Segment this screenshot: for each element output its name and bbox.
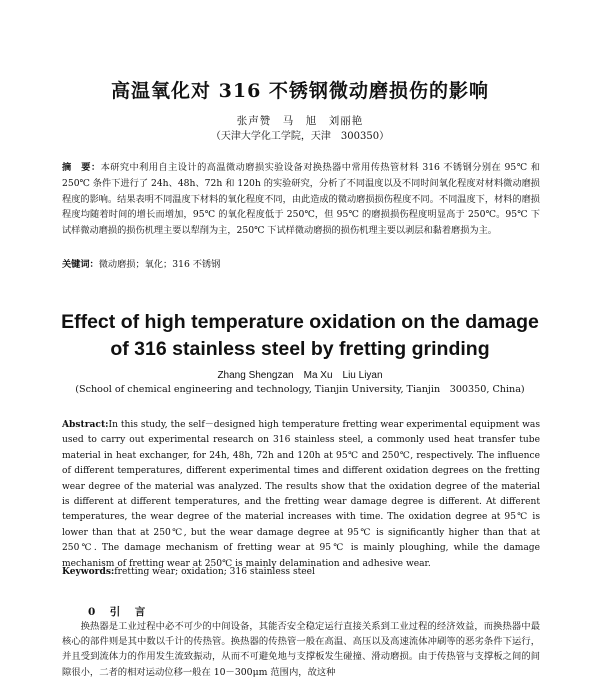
english-abstract bbox=[62, 417, 540, 572]
english-abstract-text: In this study, the self－designed high temperature fretting wear experimental equipment was used to carry out experimental research on 316 stainless steel, a commonly used heat transfer tube material in heat exchanger, for 24h, 48h, 72h and 120h at 95℃ and 250℃, respectively. The influence of different temperatures, different experimental times and different oxidation degrees on the fretting wear degree of the material was analyzed. The results show that the oxidation degree of the material is different at different temperatures, and the fretting wear damage degree is different. At different temperatures, the wear degree of the material increases with time. The oxidation degree at 95℃ is lower than that at 250℃, but the wear damage degree at 95℃ is significantly higher than that at 250℃. The damage mechanism of fretting wear at 95℃ is mainly ploughing, while the damage mechanism of fretting wear at 250℃ is mainly delamination and adhesive wear. bbox=[62, 420, 540, 569]
english-title bbox=[0, 309, 600, 363]
english-title-line-1: Effect of high temperature oxidation on the damage bbox=[61, 311, 539, 333]
chinese-abstract-text: 本研究中利用自主设计的高温微动磨损实验设备对换热器中常用传热管材料 316 不锈钢分别在 95℃ 和 250℃ 条件下进行了 24h、48h、72h 和 120h 的实验研究，分析了不同温度以及不同时间氧化程度对材料微动磨损程度的影响。结果表明不同温度下材料的氧化程度不同，由此造成的微动磨损损伤程度不同。不同温度下，材料的磨损程度均随着时间的增长而增加，95℃ 的氧化程度低于 250℃，但 95℃ 的磨损损伤程度明显高于 250℃。95℃ 下试样微动磨损的损伤机理主要以犁削为主，250℃ 下试样微动磨损的损伤机理主要以剥层和黏着磨损为主。 bbox=[62, 162, 540, 237]
introduction-paragraph: 换热器是工业过程中必不可少的中间设备，其能否安全稳定运行直接关系到工业过程的经济效益，而换热器中最核心的部件则是其中数以千计的传热管。换热器的传热管一般在高温、高压以及高速流体冲刷等的恶劣条件下运行，并且受到流体力的作用发生流致振动，从而不可避免地与支撑板发生碰撞、滑动磨损。由于传热管与支撑板之间的间隙很小，二者的相对运动位移一般在 10－300μm 范围内，故这种 bbox=[62, 621, 540, 678]
chinese-keywords-label: 关键词： bbox=[62, 259, 99, 270]
english-affiliation: (School of chemical engineering and technology, Tianjin University, Tianjin 300350, China) bbox=[75, 384, 525, 395]
chinese-title: 高温氧化对 316 不锈钢微动磨损伤的影响 bbox=[111, 80, 489, 102]
chinese-abstract bbox=[62, 160, 540, 239]
english-authors: Zhang Shengzan Ma Xu Liu Liyan bbox=[217, 370, 383, 381]
english-keywords bbox=[62, 566, 540, 577]
chinese-keywords-text: 微动磨损；氧化；316 不锈钢 bbox=[98, 259, 221, 270]
chinese-keywords bbox=[62, 256, 540, 270]
section-heading-introduction: 0 引 言 bbox=[88, 606, 148, 618]
english-keywords-label: Keywords: bbox=[62, 566, 115, 577]
chinese-affiliation: （天津大学化工学院，天津 300350） bbox=[210, 131, 390, 142]
english-keywords-text: fretting wear; oxidation; 316 stainless steel bbox=[114, 567, 315, 577]
english-title-line-2: of 316 stainless steel by fretting grinding bbox=[110, 338, 490, 360]
english-abstract-label: Abstract: bbox=[62, 419, 109, 430]
chinese-authors: 张声赞 马 旭 刘丽艳 bbox=[236, 115, 364, 127]
chinese-abstract-label: 摘 要： bbox=[62, 162, 101, 173]
